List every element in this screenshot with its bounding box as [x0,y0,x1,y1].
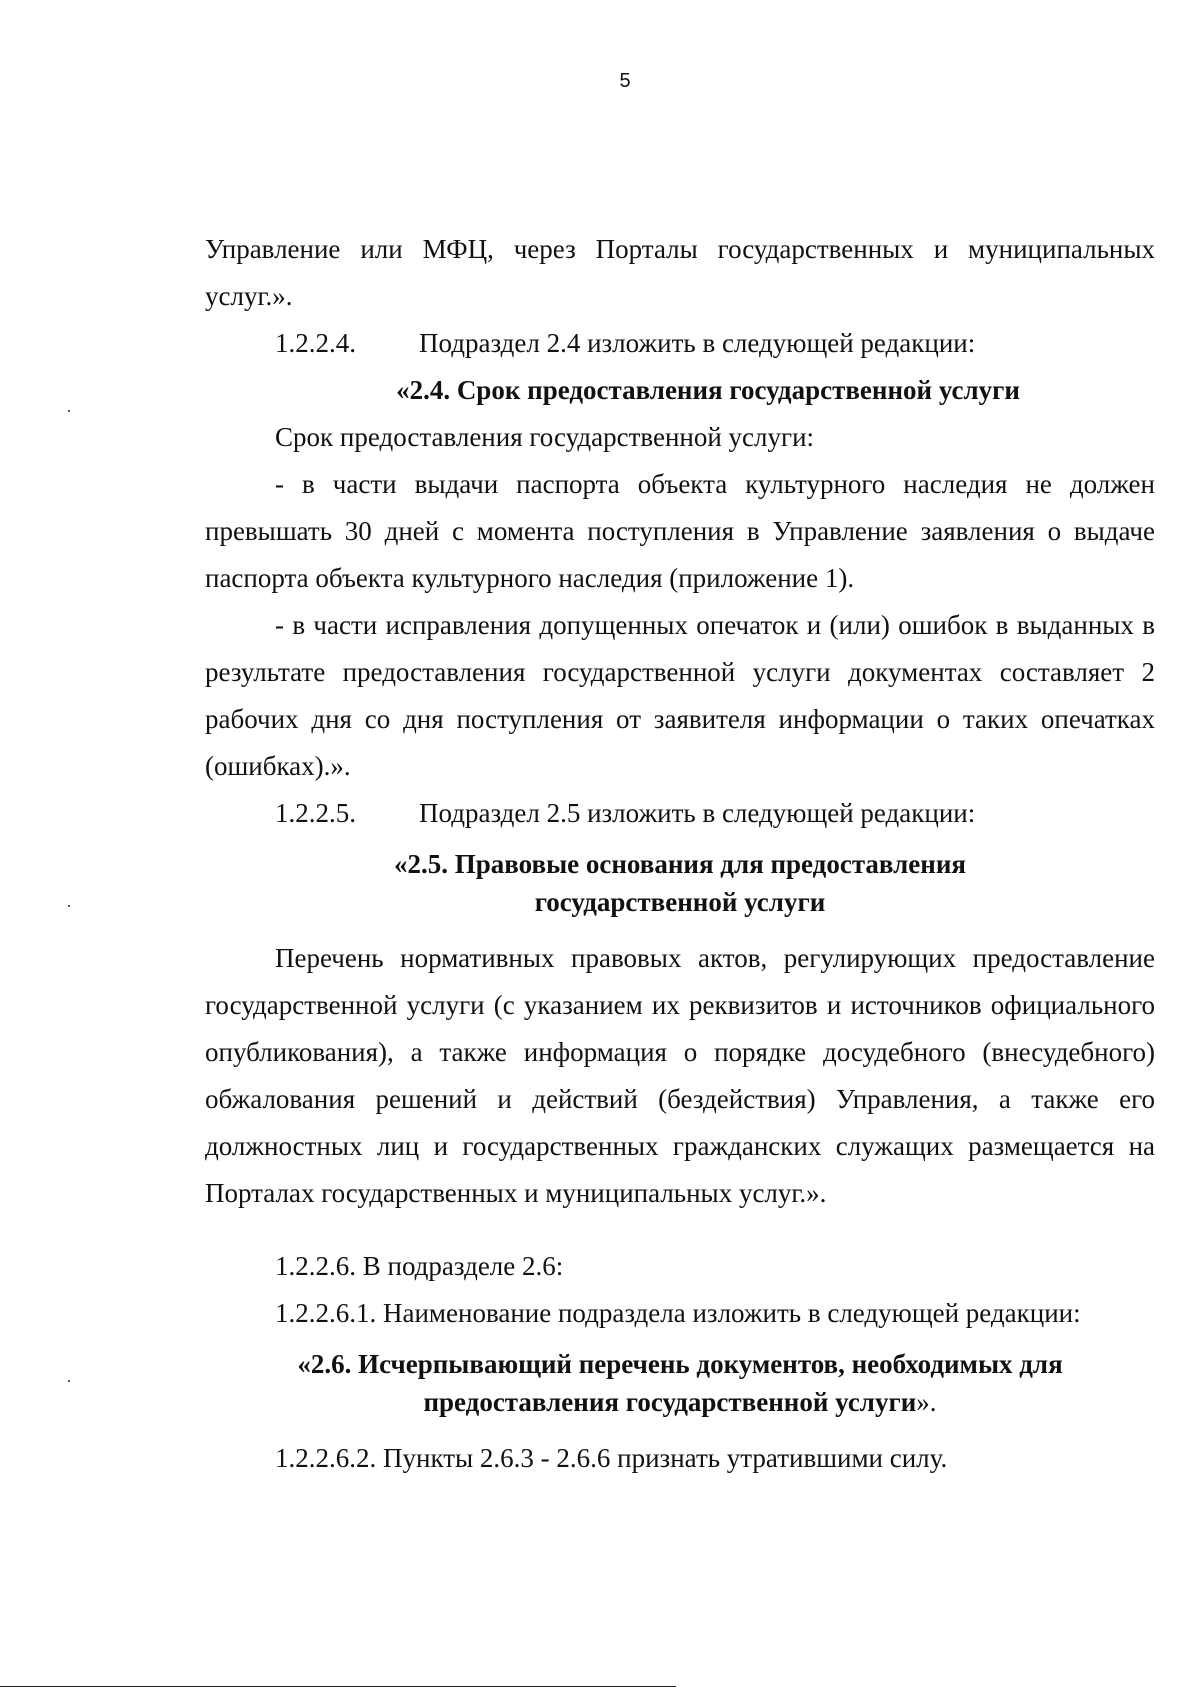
heading-2-4: «2.4. Срок предоставления государственной услуги [396,375,1020,405]
item-text: Подраздел 2.5 изложить в следующей редакции: [419,798,976,828]
paragraph-1-2-2-6-2: 1.2.2.6.2. Пункты 2.6.3 - 2.6.6 признать утратившими силу. [275,1443,948,1473]
item-text: Подраздел 2.4 изложить в следующей редакции: [419,328,976,358]
heading-line [205,1383,1155,1421]
scan-dot [68,1380,70,1382]
heading-line: «2.6. Исчерпывающий перечень документов, необходимых для [297,1349,1063,1379]
paragraph-term-corrections: - в части исправления допущенных опечаток и (или) ошибок в выданных в результате предоставления государственной услуги документах составляет 2 рабочих дня со дня поступления от заявителя информации о таких опечатках (ошибках).». [205,610,1155,781]
item-number: 1.2.2.4. [275,328,356,358]
paragraph-1-2-2-6: 1.2.2.6. В подразделе 2.6: [275,1251,564,1281]
paragraph-1-2-2-6-1: 1.2.2.6.1. Наименование подраздела изложить в следующей редакции: [275,1298,1081,1328]
page-number: 5 [619,70,631,92]
paragraph-term-intro: Срок предоставления государственной услуги: [275,422,815,452]
footer-rule [0,1686,676,1687]
paragraph-term-passport: - в части выдачи паспорта объекта культурного наследия не должен превышать 30 дней с момента поступления в Управление заявления о выдаче паспорта объекта культурного наследия (приложение 1). [205,469,1155,593]
document-body [205,226,1155,1482]
heading-line: государственной услуги [534,887,826,917]
spacer [205,1217,1155,1243]
scan-dot [68,905,70,907]
heading-bold-part: предоставления государственной услуги [423,1387,917,1417]
paragraph-continuation: Управление или МФЦ, через Порталы государственных и муниципальных услуг.». [205,234,1155,311]
heading-2-5 [205,837,1155,935]
paragraph-legal-basis: Перечень нормативных правовых актов, регулирующих предоставление государственной услуги (с указанием их реквизитов и источников официального опубликования), а также информация о порядке досудебного (внесудебного) обжалования решений и действий (бездействия) Управления, а также его должностных лиц и государственных гражданских служащих размещается на Порталах государственных и муниципальных услуг.». [205,943,1155,1208]
item-number: 1.2.2.5. [275,798,356,828]
scan-dot [68,410,70,412]
heading-closing-quote: ». [916,1387,937,1417]
item-1-2-2-5 [205,790,1155,837]
item-1-2-2-4 [205,320,1155,367]
heading-line: «2.5. Правовые основания для предоставления [394,849,966,879]
heading-2-6 [205,1337,1155,1435]
